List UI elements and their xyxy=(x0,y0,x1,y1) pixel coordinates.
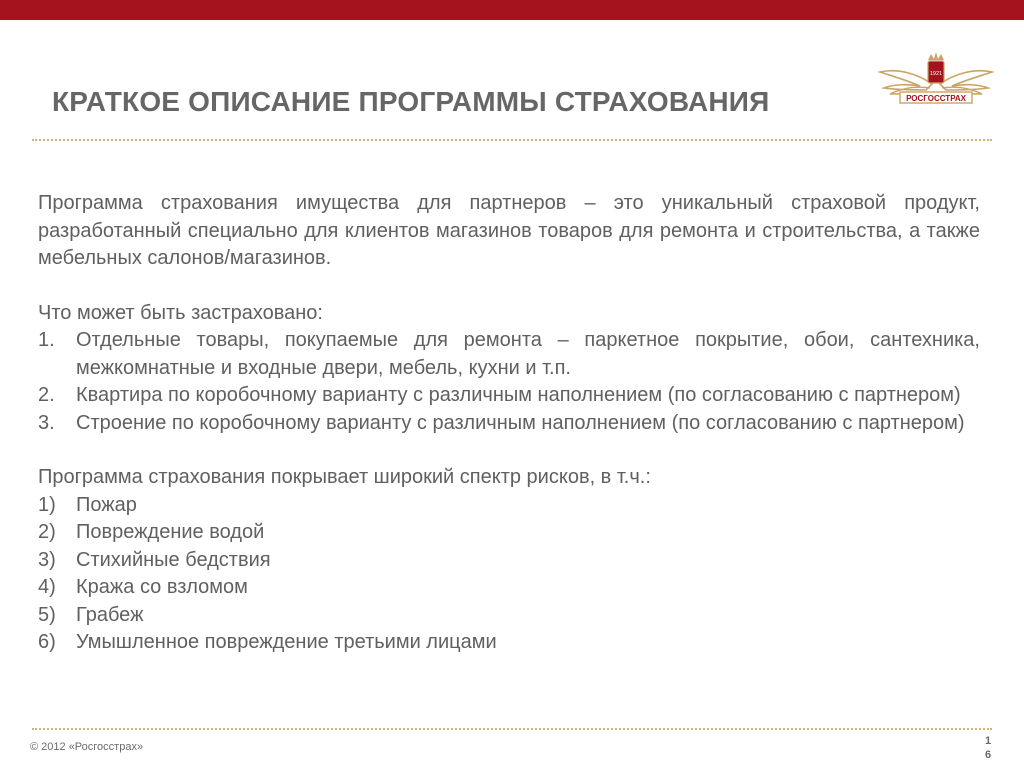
list-item: 3) Стихийные бедствия xyxy=(38,548,271,571)
page-title: КРАТКОЕ ОПИСАНИЕ ПРОГРАММЫ СТРАХОВАНИЯ xyxy=(52,86,770,117)
footer-divider xyxy=(32,728,992,730)
list-item: 4) Кража со взломом xyxy=(38,576,248,598)
rosgosstrakh-logo xyxy=(876,48,996,108)
intro-paragraph: Программа страхования имущества для партнеров – это уникальный страховой продукт, разработанный специально для клиентов магазинов товаров для ремонта и строительства, а также мебельных салонов/магазинов. xyxy=(38,192,980,269)
risks-list xyxy=(38,492,980,657)
risks-heading: Программа страхования покрывает широкий спектр рисков, в т.ч.: xyxy=(38,466,651,488)
insured-heading: Что может быть застраховано: xyxy=(38,301,323,324)
list-item: 6) Умышленное повреждение третьими лицами xyxy=(38,631,497,653)
header-divider xyxy=(32,139,992,141)
list-item: 5) Грабеж xyxy=(38,603,144,626)
list-item: 3. Строение по коробочному варианту с различным наполнением (по согласованию с партнером) xyxy=(38,411,965,434)
list-item: 1. Отдельные товары, покупаемые для ремонта – паркетное покрытие, обои, сантехника, межкомнатные и входные двери, мебель, кухни и т.п. xyxy=(38,329,980,379)
top-bar xyxy=(0,0,1024,20)
list-item: 2. Квартира по коробочному варианту с различным наполнением (по согласованию с партнером) xyxy=(38,384,961,406)
logo-year: 1921 xyxy=(929,71,943,77)
list-item: 1) Пожар xyxy=(38,493,137,516)
insured-list xyxy=(38,327,980,437)
page-number: 1 6 xyxy=(984,735,992,761)
logo-text: РОСГОССТРАХ xyxy=(906,94,966,103)
list-item: 2) Повреждение водой xyxy=(38,521,265,543)
copyright-text: © 2012 «Росгосстрах» xyxy=(30,741,144,753)
slide-content xyxy=(38,190,980,657)
